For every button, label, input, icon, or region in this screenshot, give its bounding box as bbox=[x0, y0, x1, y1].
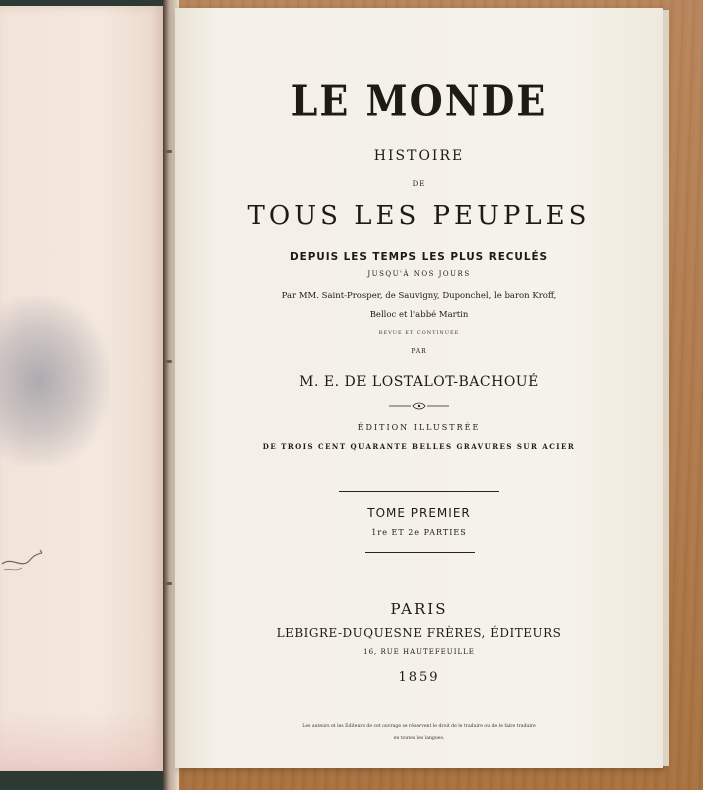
top-rule bbox=[339, 491, 499, 492]
handwritten-mark bbox=[0, 526, 70, 586]
par-label: PAR bbox=[411, 348, 427, 355]
contributors-line-2: Belloc et l'abbé Martin bbox=[369, 310, 469, 320]
de-label: DE bbox=[412, 180, 426, 188]
depuis-line: DEPUIS LES TEMPS LES PLUS RECULÉS bbox=[289, 250, 549, 263]
main-title: LE MONDE bbox=[290, 75, 548, 126]
title-page bbox=[175, 8, 663, 768]
parties-label: 1re ET 2e PARTIES bbox=[371, 528, 467, 537]
histoire-label: HISTOIRE bbox=[373, 148, 465, 164]
left-flyleaf-page bbox=[0, 6, 164, 771]
engravings-line: DE TROIS CENT QUARANTE BELLES GRAVURES SUR ACIER bbox=[262, 442, 576, 451]
tome-label: TOME PREMIER bbox=[367, 506, 471, 520]
subtitle: TOUS LES PEUPLES bbox=[247, 201, 591, 231]
ornament-divider-icon bbox=[387, 401, 451, 411]
edition-label: ÉDITION ILLUSTRÉE bbox=[357, 423, 481, 432]
binding-stitch bbox=[166, 582, 172, 585]
publisher-label: LEBIGRE-DUQUESNE FRÈRES, ÉDITEURS bbox=[276, 626, 562, 640]
page-stain bbox=[0, 296, 110, 466]
fine-print-line-1: Les auteurs et les Éditeurs de cet ouvrage se réservent le droit de le traduire ou de le faire traduire bbox=[302, 724, 536, 729]
fine-print-line-2: en toutes les langues. bbox=[393, 736, 445, 741]
address-label: 16, RUE HAUTEFEUILLE bbox=[363, 648, 475, 656]
city-label: PARIS bbox=[390, 600, 448, 618]
year-label: 1859 bbox=[398, 670, 440, 685]
binding-stitch bbox=[166, 360, 172, 363]
contributors-line-1: Par MM. Saint-Prosper, de Sauvigny, Duponchel, le baron Kroff, bbox=[281, 291, 557, 301]
page-corner-curl bbox=[0, 711, 164, 771]
binding-stitch bbox=[166, 150, 172, 153]
jusqua-line: JUSQU'À NOS JOURS bbox=[367, 270, 471, 278]
author-name: M. E. DE LOSTALOT-BACHOUÉ bbox=[299, 374, 539, 390]
page-stack-edge bbox=[663, 10, 669, 766]
bottom-rule bbox=[365, 552, 475, 553]
revue-line: REVUE ET CONTINUÉE bbox=[378, 330, 460, 336]
